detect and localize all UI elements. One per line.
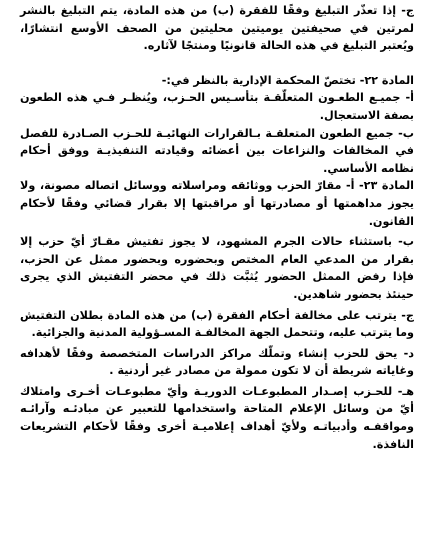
article-22-heading: المادة ٢٢- تختصّ المحكمة الإدارية بالنظر في:-	[161, 73, 414, 87]
article-23-item-d: د- يحق للحزب إنشاء وتملّك مراكز الدراسات المتخصصة وفقًا لأهدافه وغاياته شريطة أن لا تكون ممولة من مصادر غير أردنية .	[20, 346, 414, 378]
article-23-item-e: هـ- للحـزب إصـدار المطبوعـات الدوريـة وأيّ مطبوعـات أخـرى وامتلاك أيّ من وسائل الإعلام المتاحة واستخدامها للتعبير عن مبادئـه وآرائـه ومواقفـه وأدبياتـه ولأيّ أهداف إعلاميـة أخرى وفقًا لأحكام التشريعات النافذة.	[20, 384, 414, 451]
paragraph-notification-c: ج- إذا تعذّر التبليغ وفقًا للفقرة (ب) من هذه المادة، يتم التبليغ بالنشر لمرتين في صحيفتين يوميتين محليتين من الصحف الأوسع انتشارًا، ويُعتبر التبليغ في هذه الحالة قانونيًا ومنتجًا لآثاره.	[20, 4, 414, 53]
spacer	[20, 55, 414, 72]
article-23-item-a: المادة ٢٣- أ- مقارّ الحزب ووثائقه ومراسلاته ووسائل اتصاله مصونة، ولا يجوز مداهمتها أو مصادرتها أو مراقبتها إلا بقرار قضائي وفقًا لأحكام القانون.	[20, 179, 414, 228]
article-23-item-b: ب- باستثناء حالات الجرم المشهود، لا يجوز تفتيش مقـارّ أيّ حزب إلا بقرار من المدعي العام المختص وبحضوره وبحضور ممثل عن الحزب، فإذا رفض الممثل الحضور يُثبَّت ذلك في محضر التفتيش الذي يجرى حينئذ بحضور شاهدين.	[20, 235, 414, 301]
article-23-item-c: ج- يترتب على مخالفة أحكام الفقرة (ب) من هذه المادة بطلان التفتيش وما يترتب عليه، وتتحمل الجهة المخالفـة المسـؤولية المدنية والجزائية.	[20, 308, 414, 340]
article-22-item-b: ب- جميع الطعون المتعلقـة بـالقرارات النهائيـة للحـزب الصـادرة للفصل في المخالفات والنزاعات بين أعضائه وقيادته التنفيذيـة ووفق أحكام نظامه الأساسي.	[20, 126, 414, 175]
article-22-item-a: أ- جميـع الطعـون المتعلّقـة بتأسـيس الحـزب، ويُنظـر فـي هذه الطعون بصفة الاستعجال.	[20, 91, 414, 122]
